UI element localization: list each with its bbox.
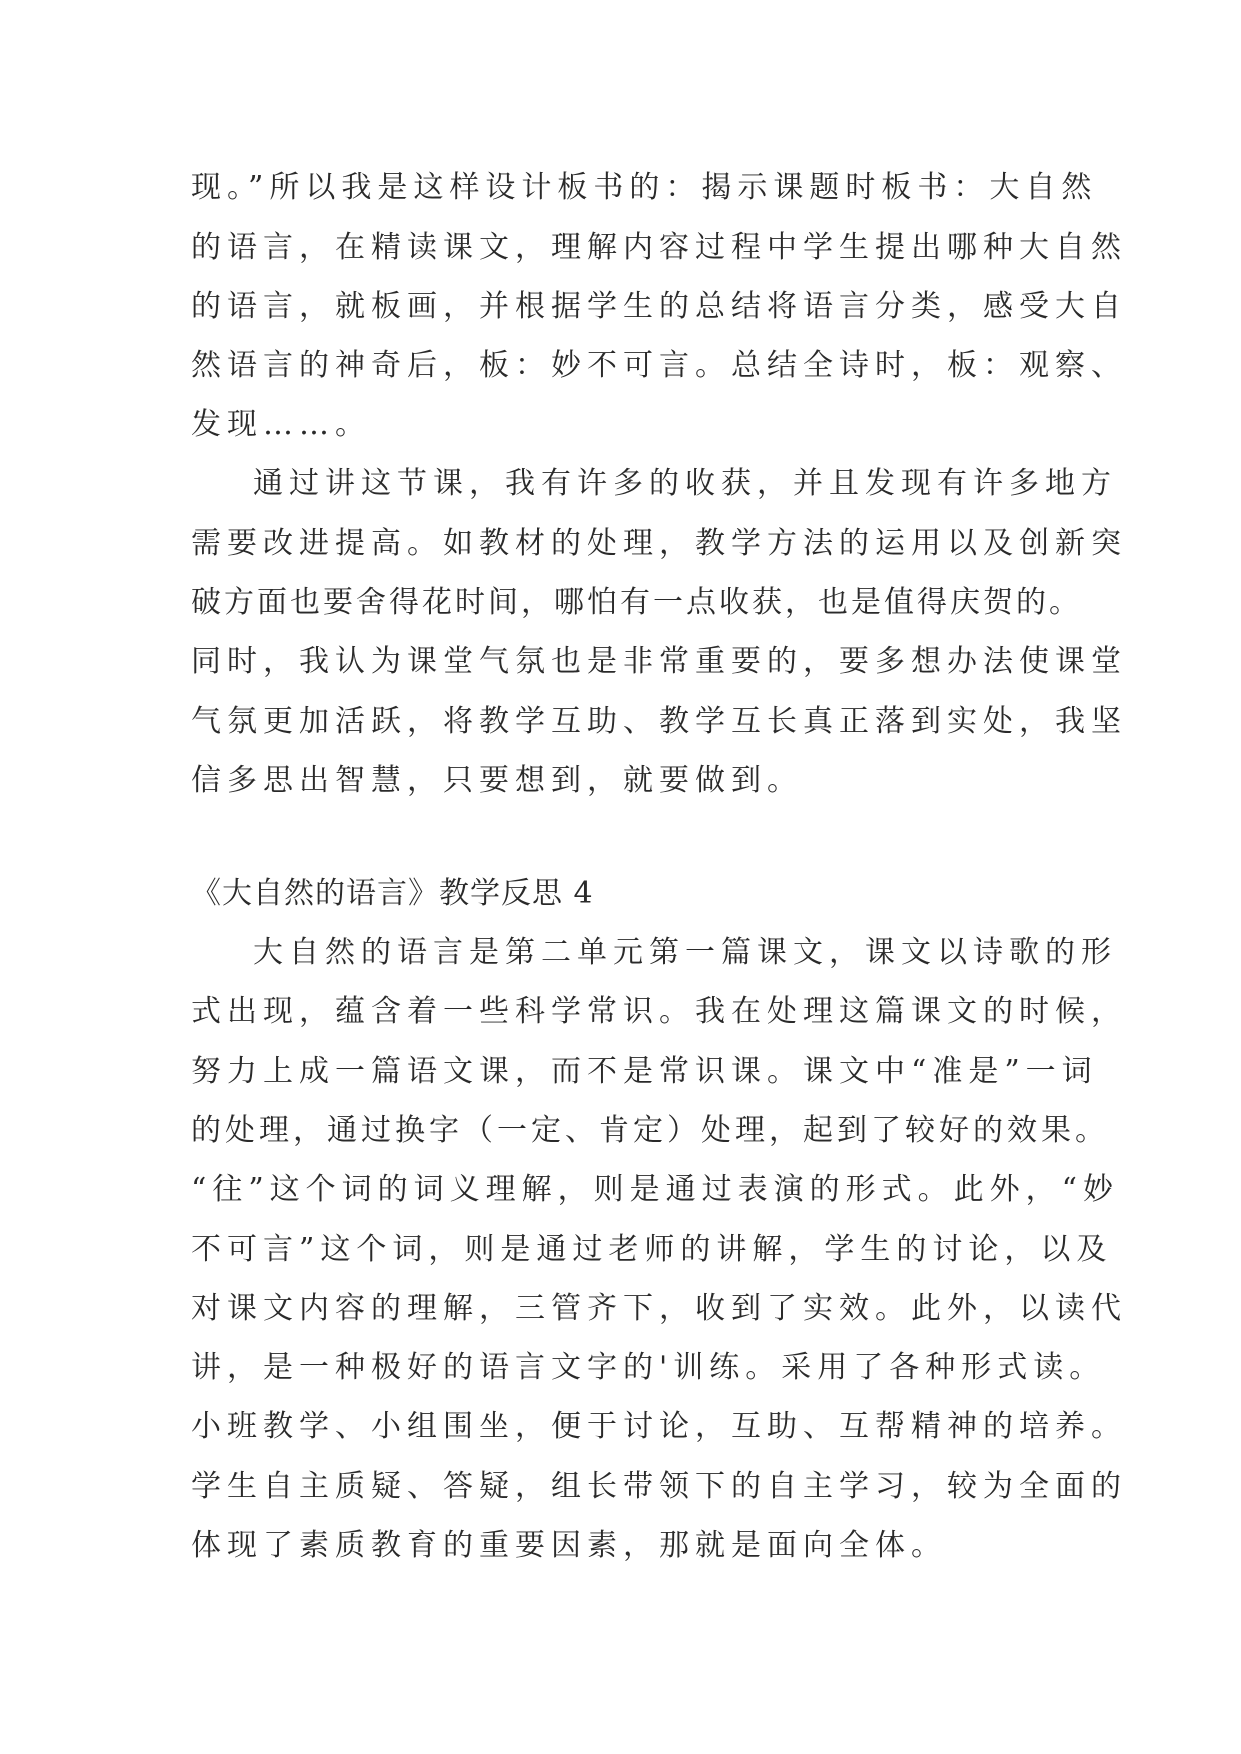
- text-line: 大自然的语言是第二单元第一篇课文，课文以诗歌的形: [253, 935, 1117, 970]
- text-line: 信多思出智慧，只要想到，就要做到。: [191, 763, 803, 798]
- text-line: 的语言，在精读课文，理解内容过程中学生提出哪种大自然: [191, 230, 1127, 265]
- text-line: 发现……。: [191, 407, 371, 442]
- text-line: 对课文内容的理解，三管齐下，收到了实效。此外，以读代: [191, 1291, 1127, 1326]
- text-line: 需要改进提高。如教材的处理，教学方法的运用以及创新突: [191, 526, 1127, 561]
- text-line: 小班教学、小组围坐，便于讨论，互助、互帮精神的培养。: [191, 1409, 1127, 1444]
- text-line: 通过讲这节课，我有许多的收获，并且发现有许多地方: [253, 466, 1117, 501]
- text-line: 破方面也要舍得花时间，哪怕有一点收获，也是值得庆贺的。: [191, 585, 1082, 620]
- text-line: 现。”所以我是这样设计板书的：揭示课题时板书：大自然: [191, 170, 1098, 205]
- text-line: 然语言的神奇后，板：妙不可言。总结全诗时，板：观察、: [191, 348, 1127, 383]
- text-line: 的语言，就板画，并根据学生的总结将语言分类，感受大自: [191, 289, 1127, 324]
- text-line: 学生自主质疑、答疑，组长带领下的自主学习，较为全面的: [191, 1469, 1127, 1504]
- text-line: 体现了素质教育的重要因素，那就是面向全体。: [191, 1528, 947, 1563]
- text-line: 气氛更加活跃，将教学互助、教学互长真正落到实处，我坚: [191, 704, 1127, 739]
- text-line: 的处理，通过换字（一定、肯定）处理，起到了较好的效果。: [191, 1113, 1109, 1148]
- text-line: 式出现，蕴含着一些科学常识。我在处理这篇课文的时候，: [191, 994, 1127, 1029]
- text-line: 同时，我认为课堂气氛也是非常重要的，要多想办法使课堂: [191, 644, 1127, 679]
- text-line: 不可言”这个词，则是通过老师的讲解，学生的讨论，以及: [191, 1232, 1113, 1267]
- text-line: “往”这个词的词义理解，则是通过表演的形式。此外，“妙: [191, 1172, 1120, 1207]
- section-title: 《大自然的语言》教学反思 4: [191, 876, 594, 911]
- text-line: 讲，是一种极好的语言文字的'训练。采用了各种形式读。: [191, 1350, 1106, 1385]
- text-line: 努力上成一篇语文课，而不是常识课。课文中“准是”一词: [191, 1054, 1098, 1089]
